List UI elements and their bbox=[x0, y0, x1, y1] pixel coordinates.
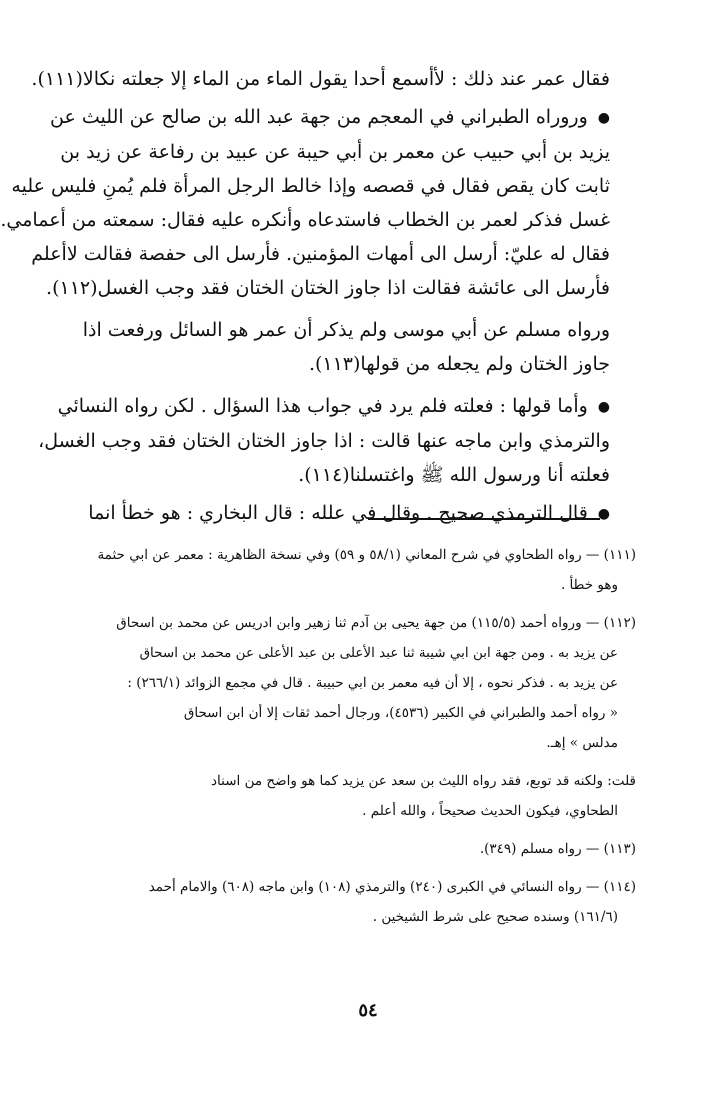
paragraph-4 bbox=[38, 389, 610, 492]
footnote-line: (١١٤) — رواه النسائي في الكبرى (٢٤٠) والترمذي (١٠٨) وابن ماجه (٦٠٨) والامام أحمد bbox=[148, 879, 636, 895]
footnote-111 bbox=[94, 540, 636, 600]
page-number: ٥٤ bbox=[358, 1000, 378, 1021]
text-line: جاوز الختان ولم يجعله من قولها(١١٣). bbox=[308, 353, 610, 375]
footnote-line: قلت: ولكنه قد توبع، فقد رواه الليث بن سعد عن يزيد كما هو واضح من اسناد bbox=[211, 773, 636, 789]
footnote-line: الطحاوي، فيكون الحديث صحيحاً ، والله أعلم . bbox=[362, 803, 618, 819]
text-line: فقال له عليّ: أرسل الى أمهات المؤمنين. فأرسل الى حفصة فقالت لاأعلم bbox=[31, 243, 610, 265]
footnote-112 bbox=[94, 608, 636, 758]
paragraph-2 bbox=[0, 100, 610, 305]
footnotes bbox=[94, 540, 636, 940]
text-line-content: قال الترمذي صحيح . وقال في علله : قال البخاري : هو خطأ انما bbox=[88, 502, 588, 524]
paragraph-5 bbox=[88, 496, 610, 531]
footnote-line: عن يزيد به . فذكر نحوه ، إلا أن فيه معمر بن ابي حبيبة . قال في مجمع الزوائد (٢٦٦/١) : bbox=[127, 675, 618, 691]
main-text bbox=[0, 62, 610, 535]
bullet-icon: ● bbox=[597, 110, 610, 126]
text-line: يزيد بن أبي حبيب عن معمر بن أبي حيبة عن عبيد بن رفاعة عن زيد بن bbox=[60, 141, 610, 163]
text-line bbox=[57, 389, 610, 424]
text-line bbox=[50, 100, 610, 135]
bullet-icon: ● bbox=[597, 399, 610, 415]
text-line: فعلته أنا ورسول الله ﷺ واغتسلنا(١١٤). bbox=[298, 464, 610, 486]
footnote-line: (١٦١/٦) وسنده صحيح على شرط الشيخين . bbox=[372, 909, 618, 925]
text-line: ورواه مسلم عن أبي موسى ولم يذكر أن عمر هو السائل ورفعت اذا bbox=[82, 319, 610, 341]
footnote-line: (١١٢) — ورواه أحمد (١١٥/٥) من جهة يحيى بن آدم ثنا زهير وابن ادريس عن محمد بن اسحاق bbox=[116, 615, 636, 631]
text-line-content: وروراه الطبراني في المعجم من جهة عبد الله بن صالح عن الليث عن bbox=[50, 106, 588, 128]
footnote-112-comment bbox=[94, 766, 636, 826]
footnote-line: مدلس » إهـ. bbox=[546, 735, 618, 751]
text-line: ثابت كان يقص فقال في قصصه وإذا خالط الرجل المرأة فلم يُمنِ فليس عليه bbox=[11, 175, 610, 197]
bullet-icon: ● bbox=[597, 506, 610, 522]
footnote-line: (١١٣) — رواه مسلم (٣٤٩). bbox=[479, 841, 636, 857]
paragraph-1 bbox=[31, 62, 610, 96]
footnote-line: وهو خطأ . bbox=[560, 577, 618, 593]
text-line: غسل فذكر لعمر بن الخطاب فاستدعاه وأنكره عليه فقال: سمعته من أعمامي. bbox=[0, 209, 610, 231]
text-line: فأرسل الى عائشة فقالت اذا جاوز الختان الختان فقد وجب الغسل(١١٢). bbox=[46, 277, 610, 299]
text-line: فقال عمر عند ذلك : لأأسمع أحدا يقول الماء من الماء إلا جعلته نكالا(١١١). bbox=[31, 68, 610, 90]
footnote-line: عن يزيد به . ومن جهة ابن ابي شيبة ثنا عبد الأعلى بن عبد الأعلى عن محمد بن اسحاق bbox=[139, 645, 618, 661]
text-line-content: وأما قولها : فعلته فلم يرد في جواب هذا السؤال . لكن رواه النسائي bbox=[57, 395, 588, 417]
text-line: والترمذي وابن ماجه عنها قالت : اذا جاوز الختان الختان فقد وجب الغسل، bbox=[38, 430, 610, 452]
footnote-114 bbox=[94, 872, 636, 932]
paragraph-3 bbox=[82, 313, 610, 381]
footnote-113 bbox=[94, 834, 636, 864]
footnote-separator bbox=[368, 518, 600, 520]
text-line bbox=[88, 496, 610, 531]
footnote-line: (١١١) — رواه الطحاوي في شرح المعاني (٥٨/١ و ٥٩) وفي نسخة الظاهرية : معمر عن ابي حثمة bbox=[97, 547, 636, 563]
footnote-line: « رواه أحمد والطبراني في الكبير (٤٥٣٦)، ورجال أحمد ثقات إلا أن ابن اسحاق bbox=[183, 705, 618, 721]
